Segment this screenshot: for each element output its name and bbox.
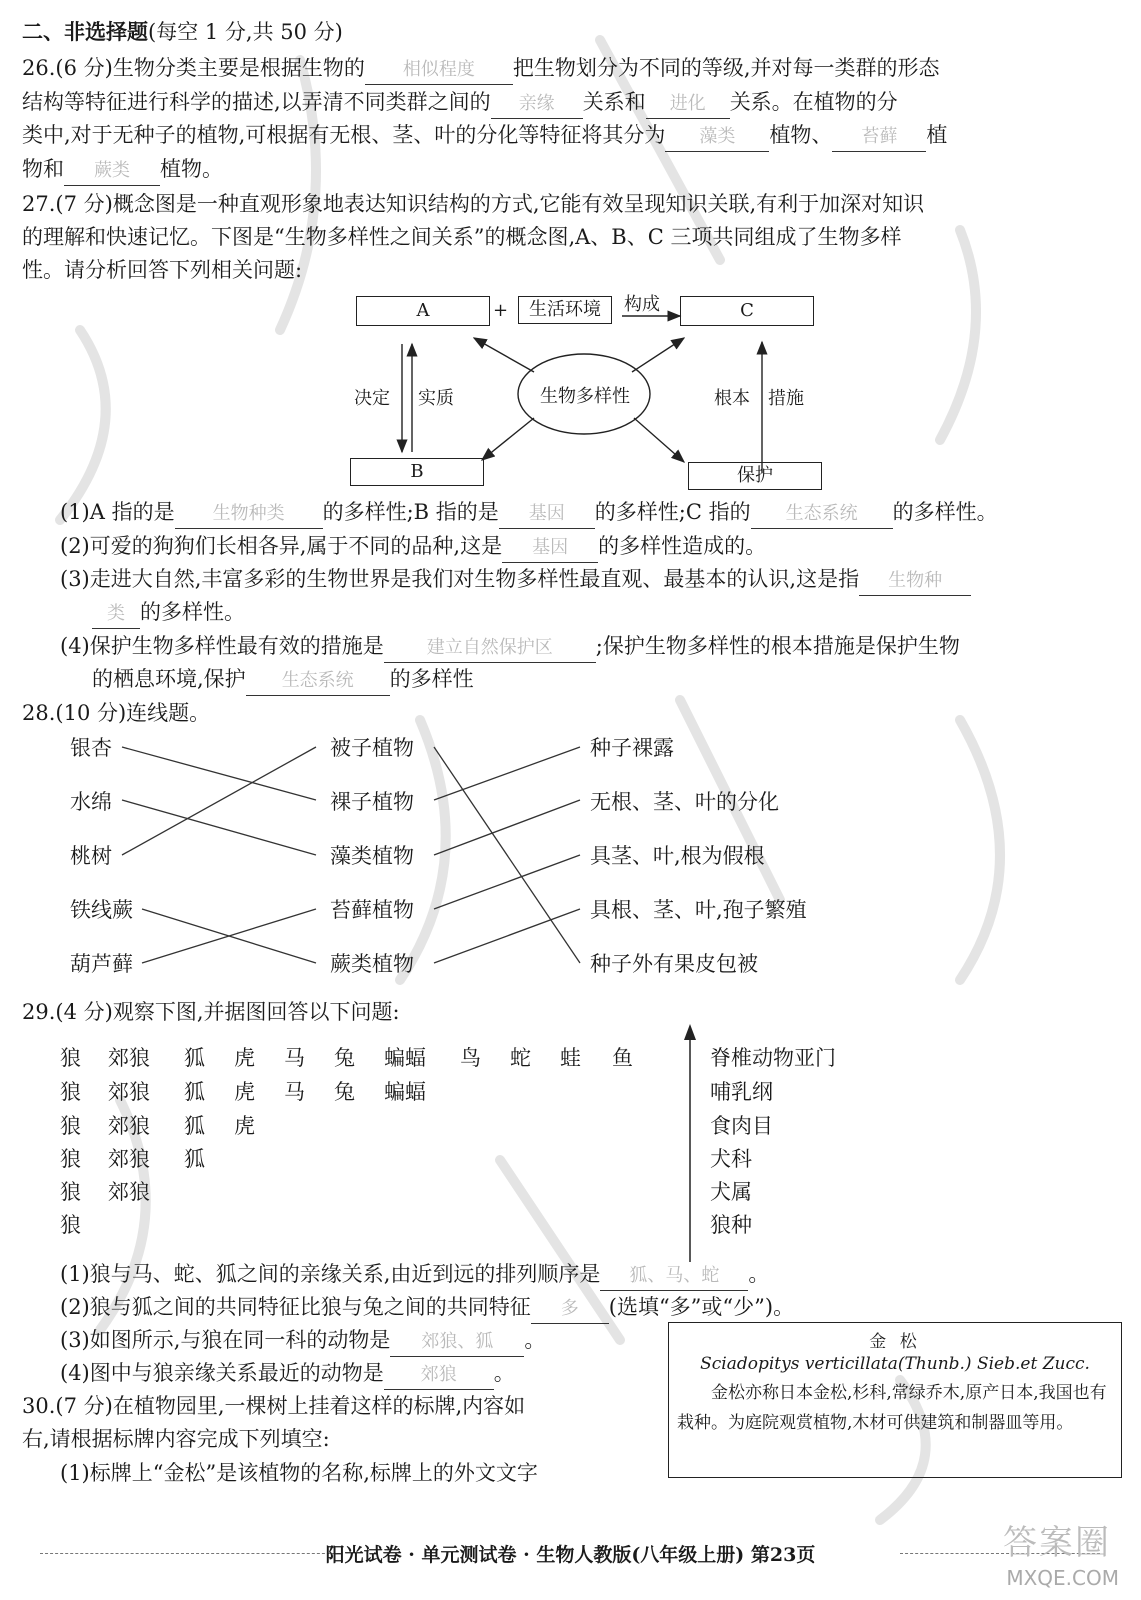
q27-sub3-cont: 类 的多样性。 — [92, 596, 1123, 629]
q27-line2: 的理解和快速记忆。下图是“生物多样性之间关系”的概念图,A、B、C 三项共同组成了生物多样 — [22, 225, 902, 249]
animal-name: 虎 — [234, 1114, 255, 1138]
q28-col3-item: 具茎、叶,根为假根 — [590, 844, 765, 868]
answer-blank: 生物种类 — [175, 502, 323, 529]
animal-name: 郊狼 — [108, 1080, 150, 1104]
q26-line4: 物和 蕨类 植物。 — [22, 153, 1123, 186]
animal-name: 虎 — [234, 1080, 255, 1104]
animal-name: 狼 — [60, 1080, 81, 1104]
sign-title: 金 松 — [869, 1332, 921, 1352]
diagram-label-measure: 措施 — [768, 388, 804, 409]
taxon-label: 狼种 — [710, 1213, 752, 1237]
q28-title: 28.(10 分)连线题。 — [22, 701, 211, 725]
answer-blank: 苔藓 — [832, 125, 926, 152]
q28-col1-item: 水绵 — [70, 790, 112, 814]
diagram-label-decide: 决定 — [354, 388, 390, 409]
q30-sub1: (1)标牌上“金松”是该植物的名称,标牌上的外文文字 — [60, 1461, 538, 1485]
animal-name: 蝙蝠 — [384, 1046, 426, 1070]
animal-name: 郊狼 — [108, 1114, 150, 1138]
animal-name: 鱼 — [612, 1046, 633, 1070]
animal-name: 郊狼 — [108, 1180, 150, 1204]
taxon-label: 犬科 — [710, 1147, 752, 1171]
diagram-label-essence: 实质 — [418, 388, 454, 409]
animal-name: 蝙蝠 — [384, 1080, 426, 1104]
diagram-center-label: 生物多样性 — [540, 386, 630, 407]
animal-name: 狐 — [184, 1147, 205, 1171]
answer-blank: 狐、马、蛇 — [600, 1264, 748, 1291]
q29-title: 29.(4 分)观察下图,并据图回答以下问题: — [22, 1000, 400, 1024]
sign-description: 金松亦称日本金松,杉科,常绿乔木,原产日本,我国也有栽种。为庭院观赏植物,木材可供建筑和制器皿等用。 — [677, 1383, 1107, 1433]
q28-col3-item: 无根、茎、叶的分化 — [590, 790, 779, 814]
q29-sub3: (3)如图所示,与狼在同一科的动物是 郊狼、狐 。 — [60, 1324, 1123, 1357]
answer-blank: 生态系统 — [751, 502, 893, 529]
q29-sub4: (4)图中与狼亲缘关系最近的动物是 郊狼 。 — [60, 1357, 1123, 1390]
answer-blank: 进化 — [646, 92, 730, 119]
q28-col1-item: 桃树 — [70, 844, 112, 868]
answer-blank: 建立自然保护区 — [384, 636, 596, 663]
diagram-box-protect: 保护 — [688, 462, 822, 490]
q30-line1: 30.(7 分)在植物园里,一棵树上挂着这样的标牌,内容如 — [22, 1394, 526, 1418]
q27-sub2: (2)可爱的狗狗们长相各异,属于不同的品种,这是 基因 的多样性造成的。 — [60, 530, 1123, 563]
q26-line3: 类中,对于无种子的植物,可根据有无根、茎、叶的分化等特征将其分为 藻类 植物、 苔藓 植 — [22, 119, 1123, 152]
animal-name: 狐 — [184, 1046, 205, 1070]
animal-name: 蛇 — [510, 1046, 531, 1070]
animal-name: 兔 — [334, 1046, 355, 1070]
q27-sub4-cont: 的栖息环境,保护 生态系统 的多样性 — [92, 663, 1123, 696]
q28-col1-item: 铁线蕨 — [70, 898, 133, 922]
q27-line3: 性。请分析回答下列相关问题: — [22, 258, 303, 282]
animal-name: 马 — [284, 1080, 305, 1104]
taxon-label: 哺乳纲 — [710, 1080, 773, 1104]
q26-line2: 结构等特征进行科学的描述,以弄清不同类群之间的 亲缘 关系和 进化 关系。在植物的分 — [22, 86, 1123, 119]
animal-name: 狐 — [184, 1080, 205, 1104]
answer-blank: 基因 — [502, 536, 598, 563]
animal-name: 狼 — [60, 1213, 81, 1237]
q28-col1-item: 银杏 — [70, 736, 112, 760]
diagram-box-c: C — [680, 296, 814, 326]
q28-col1-item: 葫芦藓 — [70, 952, 133, 976]
animal-name: 兔 — [334, 1080, 355, 1104]
q28-col3-item: 种子外有果皮包被 — [590, 952, 758, 976]
animal-name: 虎 — [234, 1046, 255, 1070]
diagram-label-root: 根本 — [714, 388, 750, 409]
diagram-label-compose: 构成 — [624, 294, 660, 315]
taxon-label: 脊椎动物亚门 — [710, 1046, 836, 1070]
q27-sub3: (3)走进大自然,丰富多彩的生物世界是我们对生物多样性最直观、最基本的认识,这是指 生物种 — [60, 563, 1123, 596]
q29-sub2: (2)狼与狐之间的共同特征比狼与兔之间的共同特征 多 (选填“多”或“少”)。 — [60, 1291, 1123, 1324]
q28-col2-item: 被子植物 — [330, 736, 414, 760]
animal-name: 郊狼 — [108, 1046, 150, 1070]
q28-col2-item: 苔藓植物 — [330, 898, 414, 922]
watermark-url: MXQE.COM — [1006, 1566, 1119, 1590]
diagram-box-b: B — [350, 458, 484, 486]
answer-blank: 类 — [92, 602, 140, 629]
answer-blank: 蕨类 — [64, 159, 160, 186]
taxon-label: 食肉目 — [710, 1114, 773, 1138]
q29-sub1: (1)狼与马、蛇、狐之间的亲缘关系,由近到远的排列顺序是 狐、马、蛇 。 — [60, 1258, 1123, 1291]
answer-blank: 基因 — [499, 502, 595, 529]
q28-col2-item: 裸子植物 — [330, 790, 414, 814]
animal-name: 狼 — [60, 1180, 81, 1204]
answer-blank: 郊狼、狐 — [390, 1330, 524, 1357]
animal-name: 鸟 — [460, 1046, 481, 1070]
animal-name: 郊狼 — [108, 1147, 150, 1171]
sign-scientific-name: Sciadopitys verticillata(Thunb.) Sieb.et Zucc. — [700, 1354, 1090, 1374]
q28-col3-item: 具根、茎、叶,孢子繁殖 — [590, 898, 807, 922]
animal-name: 狐 — [184, 1114, 205, 1138]
q27-sub1: (1)A 指的是 生物种类 的多样性;B 指的是 基因 的多样性;C 指的 生态系统 的多样性。 — [60, 496, 1123, 529]
q28-col2-item: 蕨类植物 — [330, 952, 414, 976]
section-header: 二、非选择题(每空 1 分,共 50 分) — [22, 19, 343, 44]
taxon-label: 犬属 — [710, 1180, 752, 1204]
answer-blank: 生态系统 — [246, 669, 390, 696]
q30-line2: 右,请根据标牌内容完成下列填空: — [22, 1427, 330, 1451]
animal-name: 狼 — [60, 1046, 81, 1070]
q27-line1: 27.(7 分)概念图是一种直观形象地表达知识结构的方式,它能有效呈现知识关联,有利于加深对知识 — [22, 192, 925, 216]
page-footer: 阳光试卷 · 单元测试卷 · 生物人教版(八年级上册) 第23页 — [325, 1544, 816, 1566]
diagram-plus: + — [493, 300, 509, 321]
answer-blank: 亲缘 — [491, 92, 583, 119]
q27-sub4: (4)保护生物多样性最有效的措施是 建立自然保护区 ;保护生物多样性的根本措施是保护生物 — [60, 630, 1123, 663]
answer-blank: 郊狼 — [384, 1363, 494, 1390]
animal-name: 狼 — [60, 1147, 81, 1171]
answer-blank: 相似程度 — [365, 58, 513, 85]
plant-sign — [668, 1322, 1122, 1478]
animal-name: 狼 — [60, 1114, 81, 1138]
answer-blank: 藻类 — [665, 125, 769, 152]
q28-col3-item: 种子裸露 — [590, 736, 674, 760]
animal-name: 蛙 — [560, 1046, 581, 1070]
q28-col2-item: 藻类植物 — [330, 844, 414, 868]
answer-blank: 生物种 — [859, 569, 971, 596]
diagram-box-env: 生活环境 — [518, 296, 612, 324]
answer-blank: 多 — [531, 1297, 609, 1324]
animal-name: 马 — [284, 1046, 305, 1070]
diagram-box-a: A — [356, 296, 490, 326]
q26-line1: 26.(6 分)生物分类主要是根据生物的 相似程度 把生物划分为不同的等级,并对每一类群的形态 — [22, 52, 1123, 85]
watermark-logo: 答案圈 — [1003, 1523, 1111, 1563]
